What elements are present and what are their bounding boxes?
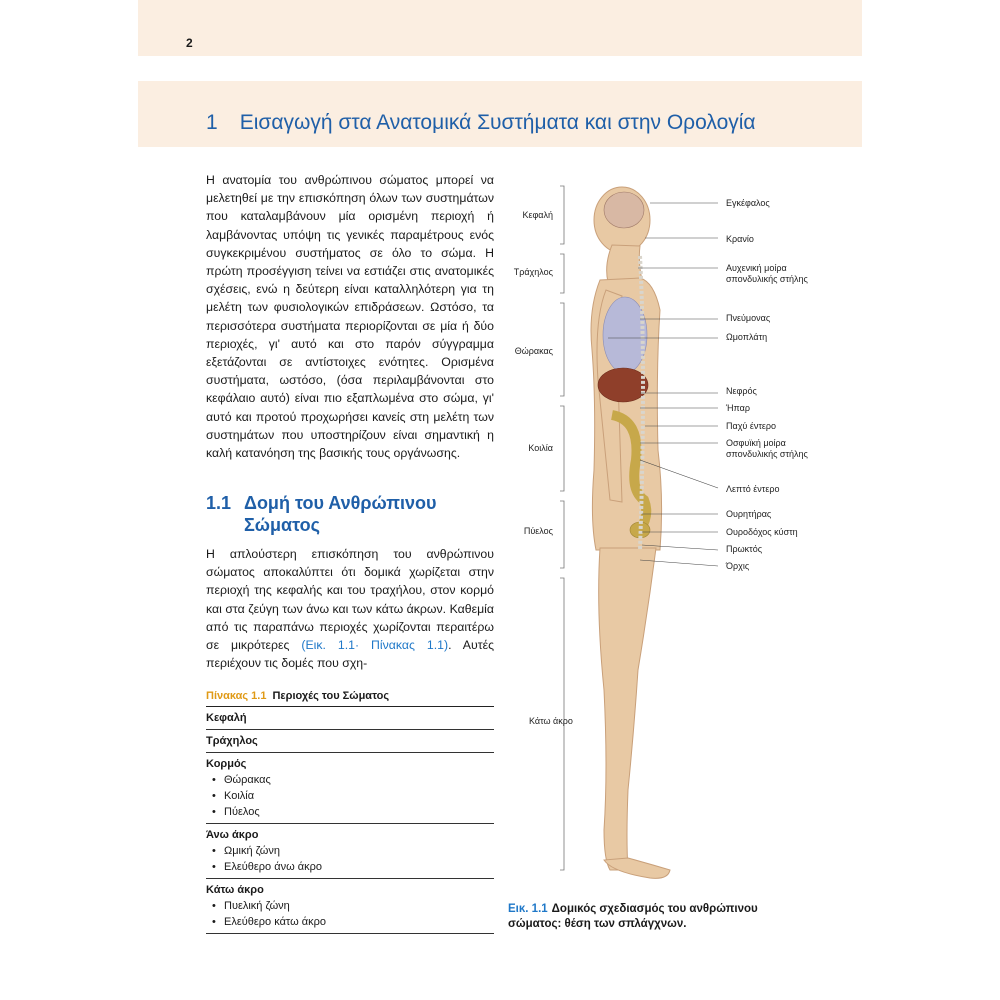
organ-label-bladder: Ουροδόχος κύστη xyxy=(726,527,798,537)
organ-label-small-intestine: Λεπτό έντερο xyxy=(726,484,780,494)
organ-label-scapula: Ωμοπλάτη xyxy=(726,332,768,342)
table-group xyxy=(206,753,494,824)
organ-label-kidney: Νεφρός xyxy=(726,386,757,396)
region-label-neck: Τράχηλος xyxy=(513,267,553,277)
organ-label-lumbar-spine: Οσφυϊκή μοίρα σπονδυλικής στήλης xyxy=(726,438,808,459)
table-group xyxy=(206,707,494,730)
table-group-list xyxy=(206,898,494,930)
figure-caption-label: Εικ. 1.1 xyxy=(508,903,548,915)
chapter-title xyxy=(206,111,756,135)
intro-paragraph: Η ανατομία του ανθρώπινου σώματος μπορεί να μελετηθεί με την επισκόπηση όλων των συστημάτων που καταλαμβάνουν μία ορισμένη περιοχή ή λαμβάνοντας υπόψη τις γενικές παραμέτρους ενός συγκεκριμένου συστήματος σε όλο το σώμα. Η πρώτη προσέγγιση τείνει να εστιάζει στις ανατομικές σχέσεις, ενώ η δεύτερη είναι καταλληλότερη για τη μελέτη των φυσιολογικών επιδράσεων. Ωστόσο, τα περισσότερα συστήματα περιορίζονται σε μία ή δύο περιοχές, γι' αυτό και στο παρόν σύγγραμμα εξετάζονται σε αντίστοιχες ενότητες. Ορισμένα συστήματα, ωστόσο, (όσα περιλαμβάνονται στο κεφάλαιο αυτό) είναι πιο εξαπλωμένα στο σώμα, γι' αυτό και προτού προχωρήσει κανείς στη μελέτη των συστημάτων που υποστηρίζουν είναι σημαντική η καλή κατανόηση της βασικής τους οργάνωσης. xyxy=(206,173,494,461)
section-title-line1: Δομή του Ανθρώπινου xyxy=(244,493,437,513)
organ-label-testis: Όρχις xyxy=(726,561,750,571)
section-title-line2: Σώματος xyxy=(244,515,320,535)
leg-shape xyxy=(599,548,656,870)
page-number: 2 xyxy=(186,36,193,50)
chapter-number: 1 xyxy=(206,111,218,134)
regions-table xyxy=(206,690,494,934)
organ-label-cervical-spine: Αυχενική μοίρα σπονδυλικής στήλης xyxy=(726,263,808,284)
section-title xyxy=(206,492,436,536)
organ-label-brain: Εγκέφαλος xyxy=(726,198,770,208)
figure-reference-link[interactable]: (Εικ. 1.1· Πίνακας 1.1) xyxy=(301,638,449,653)
table-list-item: • Θώρακας xyxy=(206,772,494,788)
region-label-abdomen: Κοιλία xyxy=(528,443,553,453)
table-group xyxy=(206,879,494,934)
region-label-lower-limb: Κάτω άκρο xyxy=(529,716,573,726)
region-brackets xyxy=(560,186,564,870)
chapter-title-text: Εισαγωγή στα Ανατομικά Συστήματα και στην Ορολογία xyxy=(239,111,756,134)
region-label-head: Κεφαλή xyxy=(522,210,553,220)
brain-organ xyxy=(604,192,644,228)
table-group xyxy=(206,824,494,879)
neck-shape xyxy=(607,245,642,282)
table-title: Περιοχές του Σώματος xyxy=(272,690,390,702)
table-group-heading: Κεφαλή xyxy=(206,712,247,724)
table-list-item: • Κοιλία xyxy=(206,788,494,804)
table-label: Πίνακας 1.1 xyxy=(206,690,267,702)
liver-organ xyxy=(598,368,648,402)
section-text-part2: . Αυτές περιέχουν τις δομές που σχη- xyxy=(206,638,494,671)
section-text-part1: Η απλούστερη επισκόπηση του ανθρώπινου σώματος αποκαλύπτει ότι δομικά χωρίζεται στην περιοχή της κεφαλής και του τραχήλου, στον κορμό και στα ζεύγη των άνω και των κάτω άκρων. Καθεμία από τις παραπάνω περιοχές χωρίζονται περαιτέρω σε μικρότερες xyxy=(206,547,494,653)
region-label-pelvis: Πύελος xyxy=(523,526,553,536)
bladder-organ xyxy=(630,522,650,538)
organ-label-liver: Ήπαρ xyxy=(726,403,750,413)
table-list-item: • Ελεύθερο κάτω άκρο xyxy=(206,914,494,930)
table-group-heading: Κάτω άκρο xyxy=(206,884,264,896)
section-paragraph xyxy=(206,545,494,672)
table-group xyxy=(206,730,494,753)
figure-caption xyxy=(508,902,808,932)
table-caption xyxy=(206,690,494,707)
table-group-heading: Άνω άκρο xyxy=(206,829,259,841)
foot-shape xyxy=(604,858,670,878)
table-group-heading: Τράχηλος xyxy=(206,735,258,747)
organ-label-anus: Πρωκτός xyxy=(726,544,763,554)
table-list-item: • Ελεύθερο άνω άκρο xyxy=(206,859,494,875)
table-list-item: • Πυελική ζώνη xyxy=(206,898,494,914)
section-number: 1.1 xyxy=(206,493,232,513)
table-list-item: • Πύελος xyxy=(206,804,494,820)
organ-label-large-intestine: Παχύ έντερο xyxy=(726,421,777,431)
organ-label-ureter: Ουρητήρας xyxy=(726,509,772,519)
organ-label-skull: Κρανίο xyxy=(726,234,754,244)
region-label-thorax: Θώρακας xyxy=(514,346,553,356)
table-group-list xyxy=(206,772,494,820)
organ-label-lung: Πνεύμονας xyxy=(726,313,771,323)
figure-caption-text: Δομικός σχεδιασμός του ανθρώπινου σώματος: θέση των σπλάγχνων. xyxy=(508,903,758,930)
table-group-heading: Κορμός xyxy=(206,758,247,770)
table-list-item: • Ωμική ζώνη xyxy=(206,843,494,859)
page-header-band xyxy=(138,0,862,56)
table-group-list xyxy=(206,843,494,875)
